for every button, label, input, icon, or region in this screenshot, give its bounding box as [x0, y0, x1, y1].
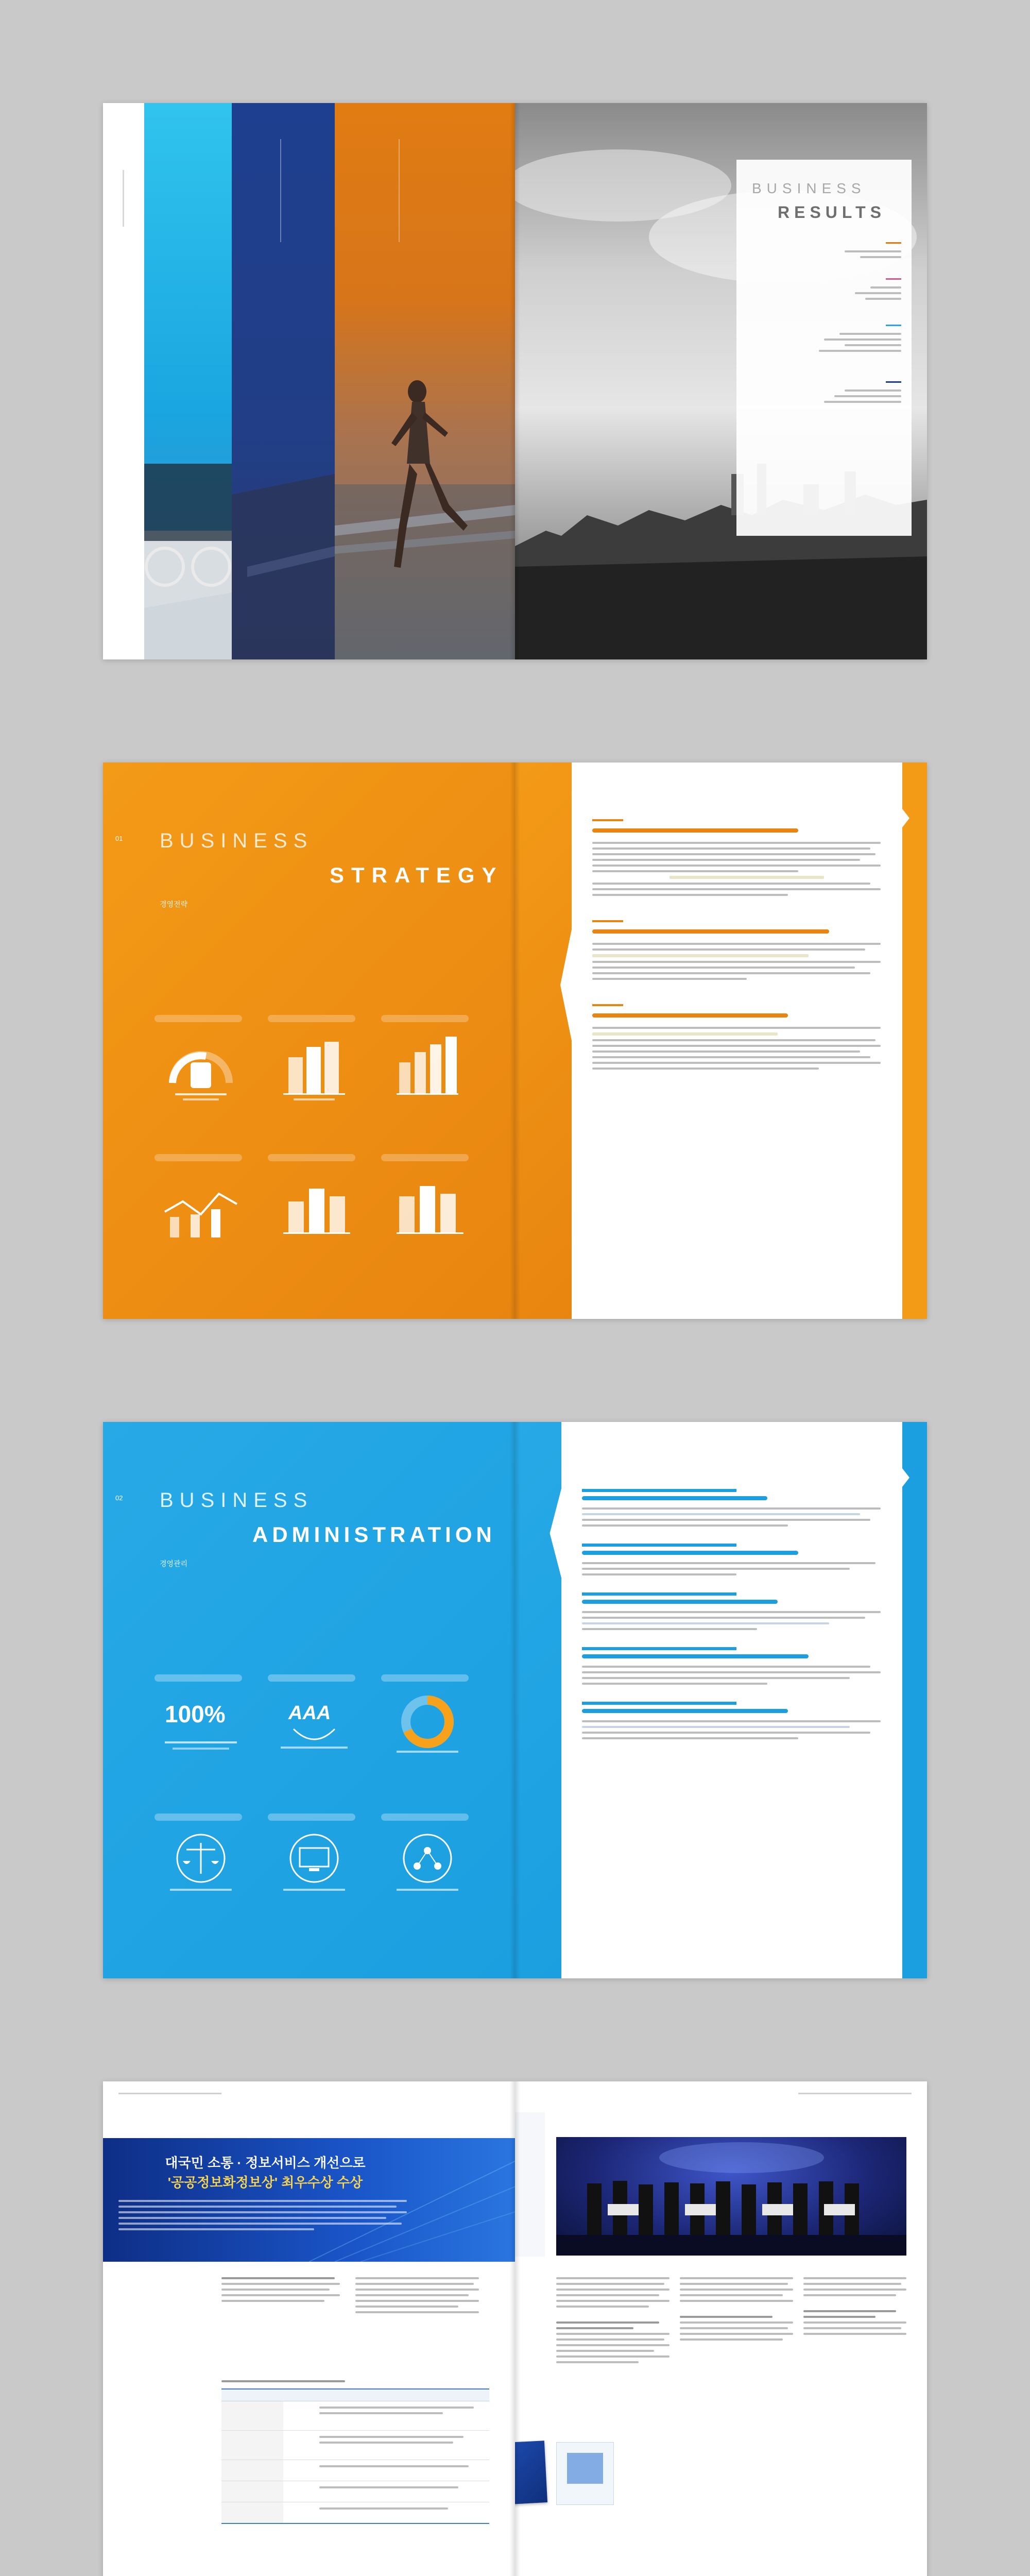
left-page-administration [103, 1422, 515, 1978]
cycling-photo [144, 103, 232, 659]
runner-woman-photo [335, 103, 515, 659]
admin-tile-4 [154, 1814, 247, 1911]
index-text-block-2 [824, 286, 901, 303]
orange-photo-panel [335, 103, 515, 659]
award-body-col-1 [221, 2277, 340, 2306]
cover-word-business: BUSINESS [752, 180, 866, 196]
orange-edge-strip [515, 762, 572, 1319]
bar-icon-chart-2 [268, 1165, 360, 1248]
spread-business-administration [103, 1422, 927, 1978]
accent-bar-pink [886, 278, 901, 280]
admin-tile-6 [381, 1814, 474, 1911]
index-text-block-4 [814, 389, 901, 406]
article-heading-3 [592, 1013, 788, 1018]
index-text-block-1 [824, 250, 901, 262]
line-icon-chart [154, 1165, 247, 1248]
info-tile-1 [154, 1015, 247, 1113]
cyan-edge-strip [515, 1422, 561, 1978]
award-body-col-2 [355, 2277, 479, 2317]
admin-tile-1 [154, 1674, 247, 1772]
right-page-strategy-text [515, 762, 927, 1319]
monitor-icon [268, 1825, 360, 1902]
admin-tile-2 [268, 1674, 360, 1772]
stat-percent: 100% [165, 1701, 226, 1727]
accent-bar-orange [886, 242, 901, 244]
page-number: 02 [115, 1494, 123, 1502]
award-ceremony-photo [556, 2137, 906, 2256]
page-number: 01 [115, 835, 123, 842]
admin-tile-3 [381, 1674, 474, 1772]
info-tile-2 [268, 1015, 360, 1113]
admin-article [582, 1489, 881, 1743]
orange-thumb-tab [902, 762, 927, 1319]
admin-word-business: BUSINESS [160, 1489, 314, 1512]
article-heading-2 [592, 929, 829, 934]
bar-icon-chart-3 [381, 1165, 474, 1248]
scales-icon [154, 1825, 247, 1902]
award-right-col-1 [556, 2277, 670, 2367]
strategy-subtitle: 경영전략 [160, 900, 188, 908]
admin-heading-5 [582, 1709, 788, 1713]
award-headline-2: '공공정보화정보상' 최우수상 수상 [167, 2175, 363, 2190]
cyan-photo-panel [144, 103, 232, 659]
cyan-thumb-tab [902, 1422, 927, 1978]
donut-chart [381, 1686, 474, 1763]
admin-tile-5 [268, 1814, 360, 1911]
bar-icon-chart [268, 1026, 360, 1109]
right-page-city-cover [515, 103, 927, 659]
admin-word-administration: ADMINISTRATION [252, 1522, 496, 1547]
left-page-photo-collage [103, 103, 515, 659]
navy-photo-panel [232, 103, 335, 659]
column-icon-chart [381, 1026, 474, 1109]
laurel-icon [268, 1724, 360, 1755]
info-tile-5 [268, 1154, 360, 1252]
accent-bar-cyan [886, 325, 901, 326]
spread-business-strategy [103, 762, 927, 1319]
accent-bar-navy [886, 381, 901, 383]
admin-heading-2 [582, 1551, 798, 1555]
left-page-strategy [103, 762, 515, 1319]
left-page-award [103, 2081, 515, 2576]
spread-business-results [103, 103, 927, 659]
award-intro-text [118, 2200, 407, 2234]
right-page-award [515, 2081, 927, 2576]
strategy-word-strategy: STRATEGY [330, 863, 504, 887]
info-tile-4 [154, 1154, 247, 1252]
network-icon [381, 1825, 474, 1902]
award-right-col-3 [803, 2277, 906, 2338]
award-table [221, 2380, 489, 2524]
right-page-admin-text [515, 1422, 927, 1978]
award-plaque-image [556, 2442, 614, 2505]
award-headline-1: 대국민 소통 · 정보서비스 개선으로 [165, 2155, 366, 2171]
admin-heading-4 [582, 1654, 809, 1658]
article-heading-1 [592, 828, 798, 833]
award-header-banner [103, 2138, 515, 2262]
admin-heading-3 [582, 1600, 778, 1604]
margin-strip [103, 103, 144, 659]
stat-rating: AAA [288, 1702, 331, 1724]
ceremony-scene [556, 2137, 906, 2256]
gauge-chart [154, 1026, 247, 1109]
spread-award [103, 2081, 927, 2576]
strategy-word-business: BUSINESS [160, 829, 314, 852]
runner-photo [232, 103, 335, 659]
results-index-panel [736, 160, 912, 536]
cover-word-results: RESULTS [778, 203, 886, 222]
info-tile-6 [381, 1154, 474, 1252]
admin-heading-1 [582, 1496, 767, 1500]
admin-subtitle: 경영관리 [160, 1560, 188, 1568]
award-right-col-2 [680, 2277, 793, 2344]
strategy-article [592, 819, 881, 1073]
index-text-block-3 [814, 333, 901, 355]
info-tile-3 [381, 1015, 474, 1113]
